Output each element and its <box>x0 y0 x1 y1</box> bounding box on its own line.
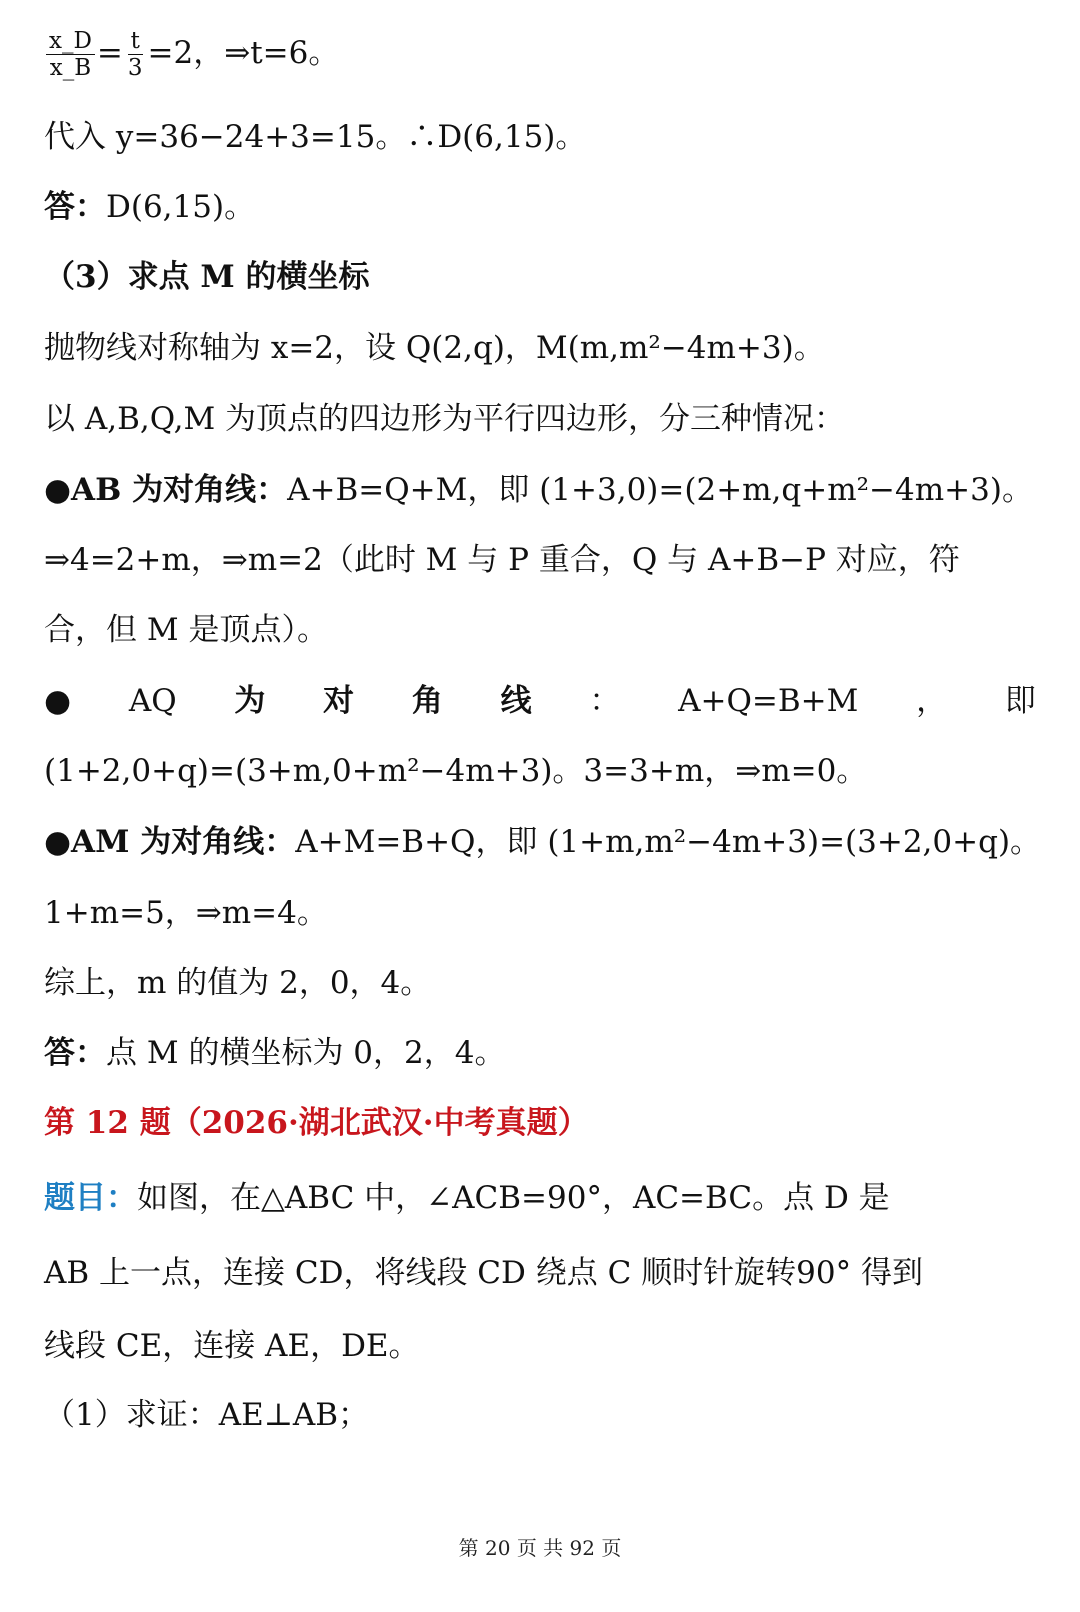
answer-text: 点 M 的横坐标为 0，2，4。 <box>106 1035 506 1071</box>
case-aq-result-line: (1+2,0+q)=(3+m,0+m²−4m+3)。3=3+m，⇒m=0。 <box>44 753 868 789</box>
question-heading: 第 12 题（2026·湖北武汉·中考真题） <box>44 1105 589 1141</box>
case-ab-result-line: ⇒4=2+m，⇒m=2（此时 M 与 P 重合，Q 与 A+B−P 对应，符 <box>44 542 960 578</box>
case-ab-note-line: 合，但 M 是顶点）。 <box>44 612 328 648</box>
justified-word: A+Q=B+M <box>678 683 859 719</box>
equation-tail: =2，⇒t=6。 <box>147 35 340 71</box>
final-answer-line <box>44 1031 1036 1075</box>
case-am-result-line: 1+m=5，⇒m=4。 <box>44 895 328 931</box>
equals-sign: = <box>96 35 123 71</box>
justified-word: ： <box>589 683 621 719</box>
fraction-numerator: x_D <box>46 28 95 55</box>
case-aq-diagonal-line <box>44 679 1036 723</box>
answer-label: 答： <box>44 1035 106 1071</box>
part1-question: （1）求证：AE⊥AB； <box>44 1397 370 1433</box>
answer-line-d <box>44 185 1036 229</box>
justified-word: 即 <box>1004 683 1036 719</box>
problem-label: 题目： <box>44 1180 137 1216</box>
fraction-equation-line <box>44 28 1036 81</box>
axis-of-symmetry-line: 抛物线对称轴为 x=2，设 Q(2,q)，M(m,m²−4m+3)。 <box>44 330 825 366</box>
case-am-text: A+M=B+Q，即 (1+m,m²−4m+3)=(3+2,0+q)。 <box>295 824 1042 860</box>
part3-heading: （3）求点 M 的横坐标 <box>44 259 370 295</box>
case-am-diagonal-line <box>44 820 1042 864</box>
justified-word: 为 <box>234 683 266 719</box>
fraction-denominator: x_B <box>49 55 92 81</box>
parallelogram-intro-line: 以 A,B,Q,M 为顶点的四边形为平行四边形，分三种情况： <box>44 401 846 437</box>
problem-line-3: 线段 CE，连接 AE，DE。 <box>44 1328 420 1364</box>
answer-label: 答： <box>44 189 106 225</box>
answer-text: D(6,15)。 <box>106 189 256 225</box>
problem-text: 如图，在△ABC 中，∠ACB=90°，AC=BC。点 D 是 <box>137 1180 890 1216</box>
justified-word: 角 <box>411 683 443 719</box>
page-footer: 第 20 页 共 92 页 <box>458 1536 622 1560</box>
problem-line-1 <box>44 1176 1036 1220</box>
fraction-numerator: t <box>128 28 143 55</box>
case-am-label: ●AM 为对角线： <box>44 824 296 860</box>
case-ab-text: A+B=Q+M，即 (1+3,0)=(2+m,q+m²−4m+3)。 <box>287 472 1033 508</box>
summary-line: 综上，m 的值为 2，0，4。 <box>44 965 432 1001</box>
justified-word: 线 <box>500 683 532 719</box>
fraction-t-over-3 <box>125 28 146 81</box>
case-ab-label: ●AB 为对角线： <box>44 472 288 508</box>
justified-word: AQ <box>128 683 177 719</box>
fraction-xd-over-xb <box>46 28 95 81</box>
bullet: ● <box>44 683 72 719</box>
case-ab-diagonal-line <box>44 468 1036 512</box>
substitution-line: 代入 y=36−24+3=15。∴D(6,15)。 <box>44 119 587 155</box>
justified-word: ， <box>916 683 948 719</box>
fraction-denominator: 3 <box>127 55 143 81</box>
problem-line-2: AB 上一点，连接 CD，将线段 CD 绕点 C 顺时针旋转90° 得到 <box>44 1255 923 1291</box>
justified-word: 对 <box>323 683 355 719</box>
